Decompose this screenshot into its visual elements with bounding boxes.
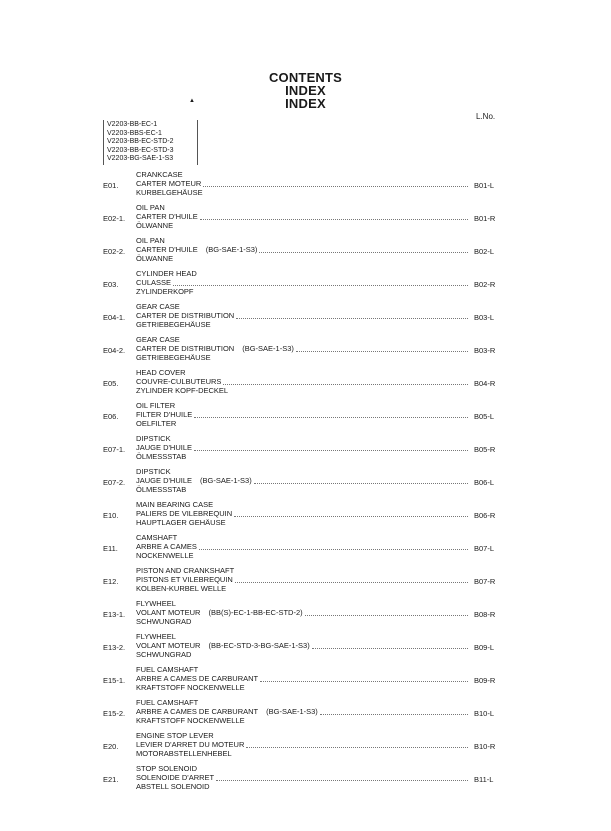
dot-leader (259, 246, 468, 253)
entry-page-ref: B06-R (474, 511, 496, 520)
entry-title-fr-row (136, 213, 471, 222)
index-entry (0, 532, 611, 565)
entry-titles (136, 237, 471, 264)
entry-title-de: OELFILTER (136, 418, 177, 428)
entry-title-de: HAUPTLAGER GEHÄUSE (136, 517, 226, 527)
entry-title-fr: VOLANT MOTEUR (136, 607, 201, 617)
entry-page-ref: B01-L (474, 181, 495, 190)
entry-title-de: ZYLINDERKOPF (136, 286, 194, 296)
model-item: V2203-BB-EC-STD-2 (107, 138, 174, 146)
index-entry (0, 499, 611, 532)
entry-variant: (BG-SAE-1-S3) (266, 706, 318, 716)
entry-title-en: OIL PAN (136, 203, 165, 212)
entry-title-fr: PALIERS DE VILEBREQUIN (136, 508, 233, 518)
title-contents: CONTENTS (268, 70, 343, 85)
entry-title-de: GETRIEBEGEHÄUSE (136, 319, 211, 329)
entry-title-en: GEAR CASE (136, 335, 180, 344)
entry-code: E04-2. (103, 346, 126, 355)
entry-titles (136, 600, 471, 627)
entry-code: E02-1. (103, 214, 126, 223)
entry-titles (136, 765, 471, 792)
entry-titles (136, 402, 471, 429)
dot-leader (216, 774, 468, 781)
entry-title-fr: CARTER D'HUILE (136, 211, 198, 221)
entry-titles (136, 633, 471, 660)
entry-title-fr: LEVIER D'ARRET DU MOTEUR (136, 739, 245, 749)
entry-title-fr-row (136, 411, 471, 420)
entry-variant: (BB(S)-EC-1-BB-EC-STD-2) (208, 607, 303, 617)
entry-title-en: ENGINE STOP LEVER (136, 731, 214, 740)
entry-titles (136, 204, 471, 231)
entry-page-ref: B08-R (474, 610, 496, 619)
entry-title-de: ÖLWANNE (136, 253, 174, 263)
entry-page-ref: B02-L (474, 247, 495, 256)
entry-code: E02-2. (103, 247, 126, 256)
entry-page-ref: B04-R (474, 379, 496, 388)
index-entry (0, 202, 611, 235)
entry-title-de: NOCKENWELLE (136, 550, 194, 560)
entry-title-de: KURBELGEHÄUSE (136, 187, 203, 197)
model-list (103, 120, 198, 165)
entry-title-de: ÖLMESSSTAB (136, 484, 187, 494)
model-item: V2203-BB-EC-1 (107, 121, 158, 128)
entry-titles (136, 666, 471, 693)
index-entry (0, 598, 611, 631)
entry-titles (136, 567, 471, 594)
entry-code: E13-1. (103, 610, 126, 619)
index-entries (0, 169, 611, 796)
entry-code: E05. (103, 379, 119, 388)
entry-title-de: ÖLWANNE (136, 220, 174, 230)
model-item: V2203-BG-SAE-1-S3 (107, 155, 174, 163)
entry-title-fr: FILTER D'HUILE (136, 409, 193, 419)
column-header-lno: L.No. (476, 112, 496, 121)
entry-code: E07-1. (103, 445, 126, 454)
entry-title-en: GEAR CASE (136, 302, 180, 311)
dot-leader (173, 279, 468, 286)
entry-variant: (BB-EC-STD-3-BG-SAE-1-S3) (208, 640, 310, 650)
entry-titles (136, 435, 471, 462)
entry-page-ref: B09-R (474, 676, 496, 685)
entry-title-en: FUEL CAMSHAFT (136, 665, 199, 674)
page-title-block (0, 71, 611, 110)
dot-leader (203, 180, 468, 187)
entry-title-de: KOLBEN-KURBEL WELLE (136, 583, 227, 593)
entry-code: E01. (103, 181, 119, 190)
entry-page-ref: B05-R (474, 445, 496, 454)
index-entry (0, 433, 611, 466)
entry-code: E12. (103, 577, 119, 586)
entry-title-en: FUEL CAMSHAFT (136, 698, 199, 707)
entry-title-fr: JAUGE D'HUILE (136, 475, 193, 485)
entry-page-ref: B03-R (474, 346, 496, 355)
index-entry (0, 367, 611, 400)
entry-title-fr-row (136, 444, 471, 453)
entry-title-en: FLYWHEEL (136, 599, 176, 608)
index-entry (0, 763, 611, 796)
entry-title-fr: VOLANT MOTEUR (136, 640, 201, 650)
entry-title-en: STOP SOLENOID (136, 764, 197, 773)
dot-leader (260, 675, 468, 682)
index-entry (0, 400, 611, 433)
title-index-1: INDEX (285, 83, 326, 98)
entry-code: E03. (103, 280, 119, 289)
entry-variant: (BG-SAE-1-S3) (200, 475, 252, 485)
dot-leader (199, 543, 468, 550)
entry-code: E11. (103, 544, 118, 553)
entry-title-en: OIL FILTER (136, 401, 176, 410)
entry-title-fr: ARBRE A CAMES (136, 541, 197, 551)
entry-title-en: OIL PAN (136, 236, 165, 245)
index-entry (0, 697, 611, 730)
dot-leader (194, 444, 468, 451)
entry-page-ref: B09-L (474, 643, 495, 652)
entry-title-de: ÖLMESSSTAB (136, 451, 187, 461)
entry-title-fr: COUVRE-CULBUTEURS (136, 376, 222, 386)
entry-titles (136, 468, 471, 495)
index-entry (0, 301, 611, 334)
dot-leader (236, 312, 468, 319)
entry-page-ref: B07-L (474, 544, 495, 553)
entry-title-fr: CARTER DE DISTRIBUTION (136, 310, 235, 320)
entry-code: E07-2. (103, 478, 126, 487)
entry-title-fr: JAUGE D'HUILE (136, 442, 193, 452)
entry-title-fr: CARTER D'HUILE (136, 244, 198, 254)
entry-title-de: ABSTELL SOLENOID (136, 781, 210, 791)
entry-title-en: DIPSTICK (136, 467, 171, 476)
index-entry (0, 466, 611, 499)
entry-page-ref: B10-R (474, 742, 496, 751)
entry-code: E13-2. (103, 643, 126, 652)
entry-titles (136, 732, 471, 759)
entry-title-fr: CARTER DE DISTRIBUTION (136, 343, 235, 353)
entry-title-fr: SOLENOIDE D'ARRET (136, 772, 215, 782)
index-entry (0, 334, 611, 367)
entry-title-de: KRAFTSTOFF NOCKENWELLE (136, 715, 245, 725)
dot-leader (235, 576, 468, 583)
model-item: V2203-BBS-EC-1 (107, 129, 162, 137)
entry-titles (136, 699, 471, 726)
entry-code: E10. (103, 511, 119, 520)
entry-title-en: CAMSHAFT (136, 533, 178, 542)
dot-leader (254, 477, 468, 484)
index-entry (0, 268, 611, 301)
entry-titles (136, 336, 471, 363)
entry-title-fr-row (136, 477, 471, 486)
entry-titles (136, 501, 471, 528)
dot-leader (223, 378, 468, 385)
entry-title-de: MOTORABSTELLENHEBEL (136, 748, 232, 758)
entry-title-de: SCHWUNGRAD (136, 649, 192, 659)
entry-page-ref: B05-L (474, 412, 495, 421)
entry-title-de: ZYLINDER KOPF-DECKEL (136, 385, 229, 395)
entry-page-ref: B06-L (474, 478, 495, 487)
entry-title-en: CRANKCASE (136, 170, 183, 179)
entry-page-ref: B07-R (474, 577, 496, 586)
entry-titles (136, 369, 471, 396)
dot-leader (234, 510, 468, 517)
dot-leader (296, 345, 468, 352)
model-item: V2203-BB-EC-STD-3 (107, 146, 174, 154)
entry-title-de: SCHWUNGRAD (136, 616, 192, 626)
index-entry (0, 631, 611, 664)
index-entry (0, 235, 611, 268)
entry-title-de: GETRIEBEGEHÄUSE (136, 352, 211, 362)
entry-title-en: MAIN BEARING CASE (136, 500, 214, 509)
dot-leader (200, 213, 468, 220)
index-entry (0, 664, 611, 697)
dot-leader (194, 411, 468, 418)
entry-titles (136, 270, 471, 297)
entry-page-ref: B02-R (474, 280, 496, 289)
entry-code: E15-2. (103, 709, 126, 718)
index-entry (0, 730, 611, 763)
entry-code: E06. (103, 412, 119, 421)
entry-variant: (BG-SAE-1-S3) (205, 244, 258, 254)
entry-title-fr: CULASSE (136, 277, 172, 287)
entry-code: E04-1. (103, 313, 126, 322)
scan-mark: ▲ (189, 98, 195, 104)
index-entry (0, 169, 611, 202)
entry-title-en: PISTON AND CRANKSHAFT (136, 566, 235, 575)
entry-variant: (BG-SAE-1-S3) (242, 343, 294, 353)
entry-title-en: HEAD COVER (136, 368, 186, 377)
entry-title-fr: PISTONS ET VILEBREQUIN (136, 574, 233, 584)
index-entry (0, 565, 611, 598)
entry-title-fr-row (136, 246, 471, 255)
entry-page-ref: B03-L (474, 313, 495, 322)
dot-leader (320, 708, 468, 715)
dot-leader (312, 642, 468, 649)
entry-page-ref: B01-R (474, 214, 496, 223)
entry-titles (136, 303, 471, 330)
title-index-2: INDEX (285, 96, 326, 111)
entry-title-en: CYLINDER HEAD (136, 269, 197, 278)
entry-title-fr: CARTER MOTEUR (136, 178, 202, 188)
entry-page-ref: B10-L (474, 709, 495, 718)
entry-code: E15-1. (103, 676, 126, 685)
dot-leader (246, 741, 468, 748)
entry-title-en: DIPSTICK (136, 434, 171, 443)
entry-titles (136, 534, 471, 561)
entry-title-fr: ARBRE A CAMES DE CARBURANT (136, 706, 259, 716)
entry-code: E21. (103, 775, 119, 784)
entry-titles (136, 171, 471, 198)
dot-leader (305, 609, 468, 616)
entry-title-en: FLYWHEEL (136, 632, 176, 641)
entry-code: E20. (103, 742, 119, 751)
entry-page-ref: B11-L (474, 775, 494, 784)
entry-title-de: KRAFTSTOFF NOCKENWELLE (136, 682, 245, 692)
entry-title-fr: ARBRE A CAMES DE CARBURANT (136, 673, 259, 683)
